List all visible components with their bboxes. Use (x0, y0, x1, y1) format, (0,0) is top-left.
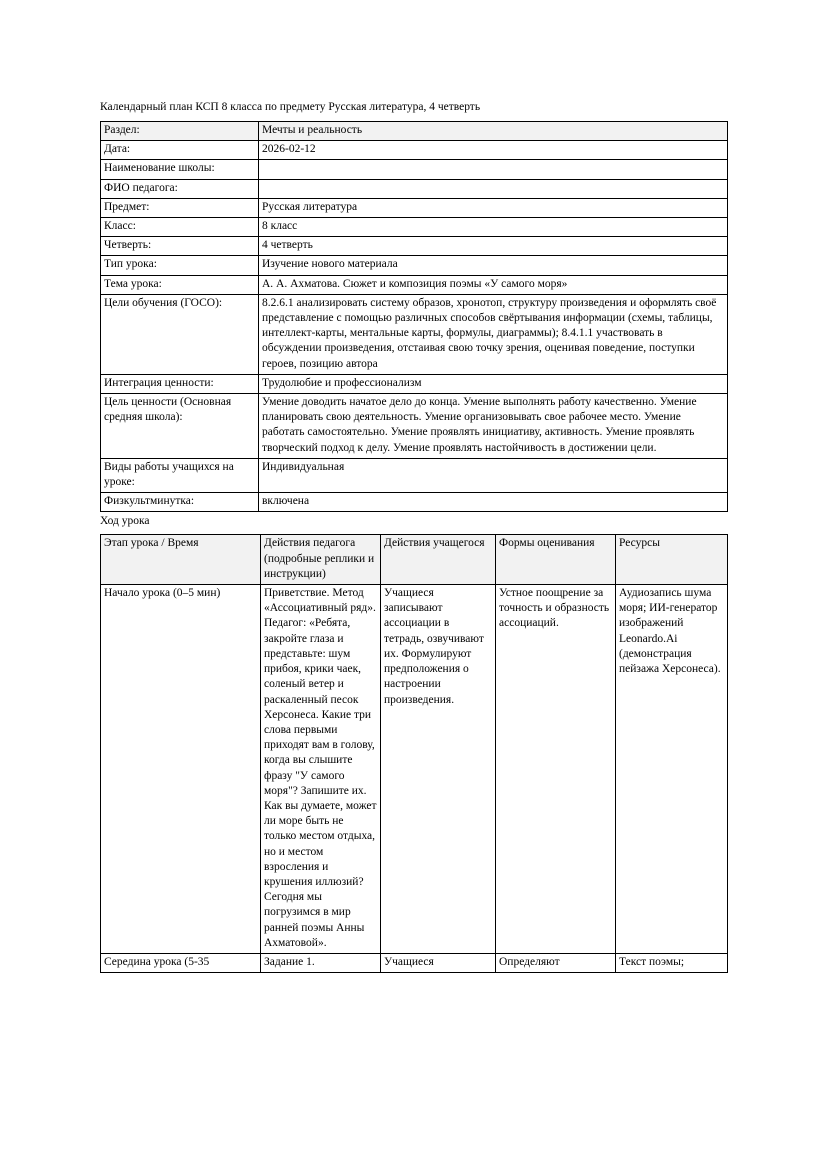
info-label: Тема урока: (101, 275, 259, 294)
info-value: Индивидуальная (259, 458, 728, 492)
table-row (101, 275, 728, 294)
info-label: Тип урока: (101, 256, 259, 275)
info-label: Физкультминутка: (101, 493, 259, 512)
info-value: Мечты и реальность (259, 122, 728, 141)
table-row (101, 256, 728, 275)
cell-resources: Текст поэмы; (616, 953, 728, 972)
column-header-student-actions: Действия учащегося (381, 535, 496, 585)
table-row (101, 493, 728, 512)
lesson-info-body (101, 122, 728, 512)
table-header-row (101, 535, 728, 585)
cell-teacher-actions: Задание 1. (261, 953, 381, 972)
table-row (101, 122, 728, 141)
info-label: Наименование школы: (101, 160, 259, 179)
info-label: Раздел: (101, 122, 259, 141)
cell-assessment: Определяют (496, 953, 616, 972)
table-row (101, 394, 728, 459)
info-value: 8.2.6.1 анализировать систему образов, хронотоп, структуру произведения и оформлять своё представление с помощью различных способов свёртывания информации (схемы, таблицы, интеллект-карты, ментальные карты, формулы, диаграммы); 8.4.1.1 участвовать в обсуждении произведения, отстаивая свою точку зрения, оценивая поведение, поступки героев, позицию автора (259, 294, 728, 374)
info-label: Предмет: (101, 198, 259, 217)
column-header-teacher-actions: Действия педагога (подробные реплики и инструкции) (261, 535, 381, 585)
table-row (101, 141, 728, 160)
info-value: 4 четверть (259, 237, 728, 256)
info-value (259, 160, 728, 179)
cell-teacher-actions: Приветствие. Метод «Ассоциативный ряд». Педагог: «Ребята, закройте глаза и представьте: шум прибоя, крики чаек, соленый ветер и раскаленный песок Херсонеса. Какие три слова первыми приходят вам в голову, когда вы слышите фразу "У самого моря"? Запишите их. Как вы думаете, может ли море быть не только местом отдыха, но и местом взросления и крушения иллюзий? Сегодня мы погрузимся в мир ранней поэмы Анны Ахматовой». (261, 585, 381, 954)
info-value: 8 класс (259, 218, 728, 237)
info-value: Трудолюбие и профессионализм (259, 374, 728, 393)
info-label: Виды работы учащихся на уроке: (101, 458, 259, 492)
info-value: Русская литература (259, 198, 728, 217)
column-header-assessment: Формы оценивания (496, 535, 616, 585)
info-label: Цель ценности (Основная средняя школа): (101, 394, 259, 459)
cell-student-actions: Учащиеся записывают ассоциации в тетрадь, озвучивают их. Формулируют предположения о настроении произведения. (381, 585, 496, 954)
table-row (101, 160, 728, 179)
cell-stage: Середина урока (5-35 (101, 953, 261, 972)
info-label: Интеграция ценности: (101, 374, 259, 393)
flow-section-caption: Ход урока (100, 515, 150, 528)
info-value: Умение доводить начатое дело до конца. Умение выполнять работу качественно. Умение планировать свою деятельность. Умение организовывать свое рабочее место. Умение работать самостоятельно. Умение проявлять инициативу, активность. Умение проявлять творческий подход к делу. Умение проявлять настойчивость в достижении цели. (259, 394, 728, 459)
table-row (101, 179, 728, 198)
info-label: ФИО педагога: (101, 179, 259, 198)
info-value: Изучение нового материала (259, 256, 728, 275)
info-label: Класс: (101, 218, 259, 237)
lesson-flow-body (101, 585, 728, 973)
info-label: Дата: (101, 141, 259, 160)
cell-student-actions: Учащиеся (381, 953, 496, 972)
info-value: включена (259, 493, 728, 512)
info-label: Цели обучения (ГОСО): (101, 294, 259, 374)
table-row (101, 953, 728, 972)
column-header-resources: Ресурсы (616, 535, 728, 585)
info-label: Четверть: (101, 237, 259, 256)
cell-assessment: Устное поощрение за точность и образность ассоциаций. (496, 585, 616, 954)
table-row (101, 198, 728, 217)
table-row (101, 585, 728, 954)
table-row (101, 458, 728, 492)
page-title: Календарный план КСП 8 класса по предмету Русская литература, 4 четверть (100, 101, 481, 113)
cell-resources: Аудиозапись шума моря; ИИ-генератор изображений Leonardo.Ai (демонстрация пейзажа Херсонеса). (616, 585, 728, 954)
table-row (101, 218, 728, 237)
table-row (101, 237, 728, 256)
lesson-flow-head (101, 535, 728, 585)
info-value: А. А. Ахматова. Сюжет и композиция поэмы «У самого моря» (259, 275, 728, 294)
table-row (101, 294, 728, 374)
info-value (259, 179, 728, 198)
info-value: 2026-02-12 (259, 141, 728, 160)
column-header-stage: Этап урока / Время (101, 535, 261, 585)
lesson-flow-table (100, 534, 728, 973)
table-row (101, 374, 728, 393)
lesson-info-table (100, 121, 728, 512)
cell-stage: Начало урока (0–5 мин) (101, 585, 261, 954)
